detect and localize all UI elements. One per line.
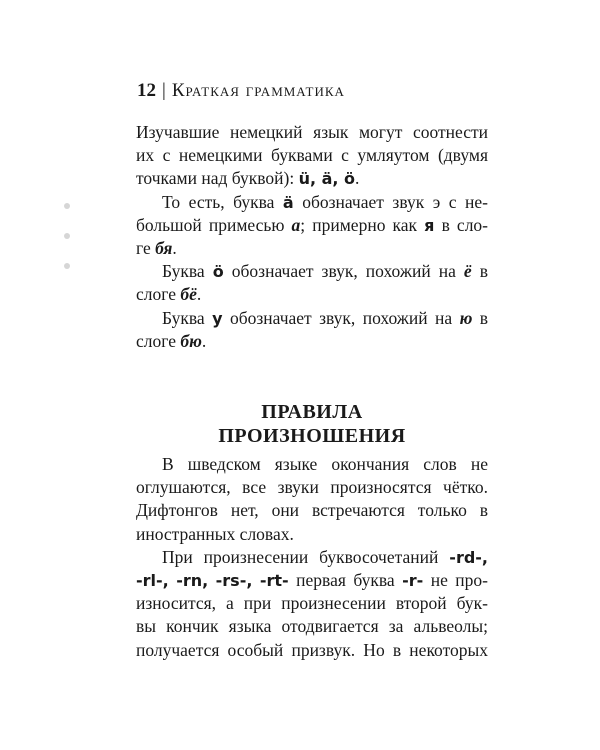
scan-artifact [64, 263, 70, 269]
page-number: 12 [137, 80, 156, 101]
letter-y: у [212, 308, 223, 328]
heading-line: ПРАВИЛА [261, 401, 363, 423]
section-umlaut-vowels [136, 121, 488, 353]
scan-artifact [64, 203, 70, 209]
text-line: слоге бё. [136, 284, 202, 305]
text-line: оглушаются, все звуки произносятся чётко. [136, 477, 488, 498]
text-line: слоге бю. [136, 330, 207, 351]
umlaut-letters: ü, ä, ö [298, 169, 356, 189]
running-header [137, 80, 345, 102]
text-line: Дифтонгов нет, они встречаются только в [136, 500, 488, 521]
text-line: точками над буквой): ü, ä, ö. [136, 168, 360, 189]
section-pronunciation [136, 453, 488, 662]
text-line: То есть, буква ä обозначает звук э с не- [162, 191, 488, 212]
text-line: В шведском языке окончания слов не [162, 454, 488, 474]
letter-a-umlaut: ä [282, 192, 294, 212]
heading-line: ПРОИЗНОШЕНИЯ [218, 425, 406, 447]
text-line: -rl-, -rn, -rs-, -rt- первая буква -r- не про- [136, 569, 488, 590]
scan-artifact [64, 233, 70, 239]
section-heading [136, 400, 488, 448]
text-line: вы кончик языка отодвигается за альвеолы; [136, 616, 488, 637]
running-title: Краткая грамматика [171, 80, 345, 101]
text-line: Изучавшие немецкий язык могут соотнести [136, 122, 488, 142]
text-line: большой примесью а; примерно как я в сло- [136, 214, 489, 235]
text-line: получается особый призвук. Но в некоторых [136, 639, 488, 660]
letter-o-umlaut: ö [212, 262, 224, 282]
text-line: их с немецкими буквами с умляутом (двумя [136, 145, 488, 166]
text-line: иностранных словах. [136, 523, 294, 544]
header-separator: | [162, 80, 166, 101]
text-line: износится, а при произнесении второй бук- [136, 593, 488, 614]
text-line: Буква у обозначает звук, похожий на ю в [162, 307, 489, 328]
text-line: Буква ö обозначает звук, похожий на ё в [162, 261, 489, 282]
text-line: При произнесении буквосочетаний -rd-, [162, 546, 488, 567]
text-line: ге бя. [136, 237, 177, 258]
